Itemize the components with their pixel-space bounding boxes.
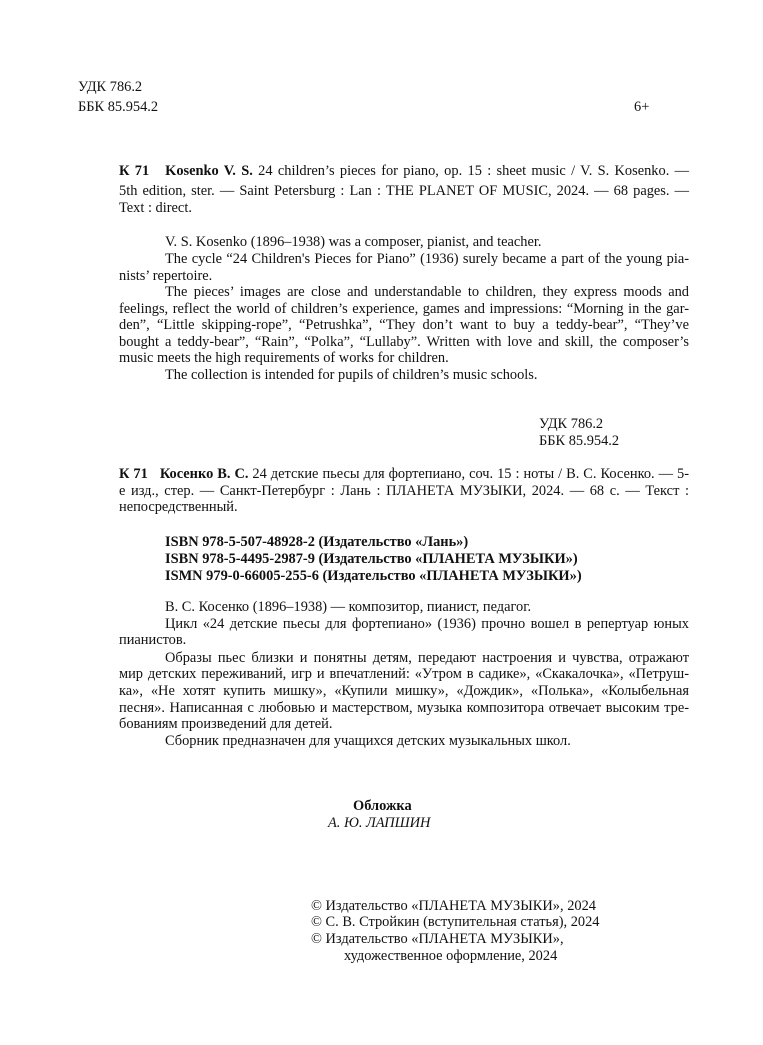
en-para-3-line-2: feelings, reflect the world of children’s experience, games and impressions: “Morning in the gar- (119, 301, 689, 317)
copyright-line-4: художественное оформление, 2024 (344, 948, 558, 964)
en-record-line-3: Text : direct. (119, 200, 192, 216)
en-record-line-2: 5th edition, ster. — Saint Petersburg : Lan : THE PLANET OF MUSIC, 2024. — 68 pages. — (119, 183, 689, 199)
en-record-code: К 71 (119, 163, 150, 179)
isbn-planet: ISBN 978-5-4495-2987-9 (Издательство «ПЛАНЕТА МУЗЫКИ») (165, 551, 578, 567)
ru-para-3-line-2: мир детских переживаний, игр и впечатлений: «Утром в садике», «Скакалочка», «Петруш- (119, 666, 689, 682)
ru-record-code: К 71 (119, 466, 148, 482)
ru-para-4: Сборник предназначен для учащихся детских музыкальных школ. (165, 733, 571, 749)
ru-para-2-line-1: Цикл «24 детские пьесы для фортепиано» (1936) прочно вошел в репертуар юных (165, 616, 689, 632)
en-para-3-line-3: den”, “Little skipping-rope”, “Petrushka”, “They don’t want to buy a teddy-bear”, “They’ve (119, 317, 689, 333)
ru-para-1: В. С. Косенко (1896–1938) — композитор, пианист, педагог. (165, 599, 532, 615)
en-record-author: Kosenko V. S. (165, 163, 253, 179)
en-record-title: 24 children’s pieces for piano, op. 15 : sheet music / V. S. Kosenko. — (252, 163, 690, 179)
cover-label: Обложка (353, 798, 412, 814)
en-para-2-line-2: nists’ repertoire. (119, 268, 213, 284)
right-udk-index: УДК 786.2 (539, 416, 604, 432)
en-para-3-line-5: music meets the high requirements of works for children. (119, 350, 449, 366)
bbk-index: ББК 85.954.2 (78, 99, 159, 115)
ru-record-line-1 (119, 466, 689, 482)
copyright-line-2: © С. В. Стройкин (вступительная статья), 2024 (311, 914, 600, 930)
en-para-2-line-1: The cycle “24 Children's Pieces for Piano” (1936) surely became a part of the young pia- (165, 251, 689, 267)
ru-para-3-line-1: Образы пьес близки и понятны детям, передают настроения и чувства, отражают (165, 650, 689, 666)
copyright-line-3: © Издательство «ПЛАНЕТА МУЗЫКИ», (311, 931, 564, 947)
ru-record-line-3: непосредственный. (119, 499, 238, 515)
cover-artist: А. Ю. ЛАПШИН (328, 815, 431, 831)
ru-para-3-line-4: песня». Написанная с любовью и мастерством, музыка композитора отвечает высоким тре- (119, 700, 689, 716)
ismn-planet: ISMN 979-0-66005-255-6 (Издательство «ПЛАНЕТА МУЗЫКИ») (165, 568, 582, 584)
en-para-3-line-4: bought a teddy-bear”, “Rain”, “Polka”, “Lullaby”. Written with love and skill, the composer’s (119, 334, 689, 350)
right-bbk-index: ББК 85.954.2 (539, 433, 620, 449)
ru-record-title: 24 детские пьесы для фортепиано, соч. 15 : ноты / В. С. Косенко. — 5- (248, 466, 689, 482)
copyright-line-1: © Издательство «ПЛАНЕТА МУЗЫКИ», 2024 (311, 898, 596, 914)
en-record-line-1 (119, 163, 689, 179)
ru-para-2-line-2: пианистов. (119, 632, 187, 648)
isbn-lan: ISBN 978-5-507-48928-2 (Издательство «Лань») (165, 534, 469, 550)
age-rating: 6+ (634, 99, 650, 115)
en-para-1: V. S. Kosenko (1896–1938) was a composer, pianist, and teacher. (165, 234, 542, 250)
ru-para-3-line-5: бованиям произведений для детей. (119, 716, 333, 732)
ru-record-line-2: е изд., стер. — Санкт-Петербург : Лань : ПЛАНЕТА МУЗЫКИ, 2024. — 68 с. — Текст : (119, 483, 689, 499)
en-para-3-line-1: The pieces’ images are close and understandable to children, they express moods and (165, 284, 689, 300)
ru-record-author: Косенко В. С. (159, 466, 249, 482)
ru-para-3-line-3: ка», «Не хотят купить мишку», «Купили мишку», «Дождик», «Полька», «Колыбельная (119, 683, 689, 699)
en-para-4: The collection is intended for pupils of children’s music schools. (165, 367, 538, 383)
udk-index: УДК 786.2 (78, 79, 143, 95)
